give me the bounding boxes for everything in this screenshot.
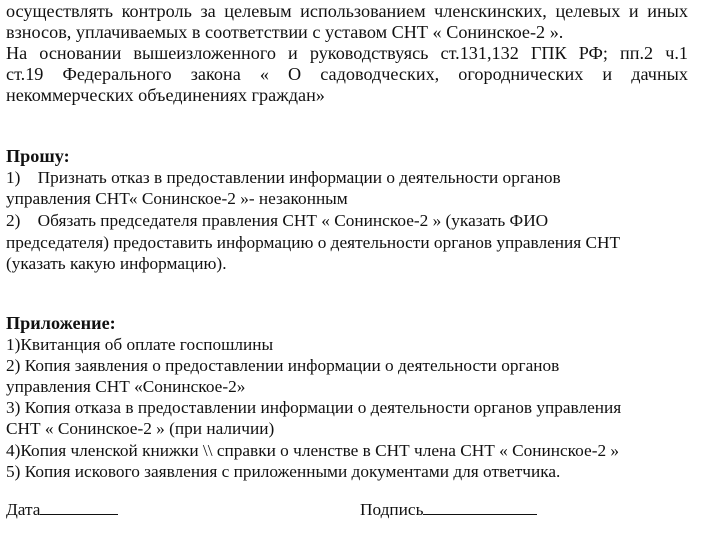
attachment-item: 5) Копия искового заявления с приложенными документами для ответчика. — [6, 462, 561, 481]
request-heading: Прошу: — [6, 146, 70, 166]
request-item: 2) Обязать председателя правления СНТ « Сонинское-2 » (указать ФИО — [6, 211, 549, 230]
signature-field — [360, 499, 537, 520]
intro-line: взносов, уплачиваемых в соответствии с уставом СНТ « Сонинское-2 ». — [6, 22, 564, 42]
intro-line: осуществлять контроль за целевым использованием членскинских, целевых и иных — [6, 1, 688, 21]
attachments-heading: Приложение: — [6, 313, 116, 333]
intro-line: На основании вышеизложенного и руководствуясь ст.131,132 ГПК РФ; пп.2 ч.1 — [6, 43, 688, 63]
attachment-item: 1)Квитанция об оплате госпошлины — [6, 335, 274, 354]
request-item: 1) Признать отказ в предоставлении информации о деятельности органов — [6, 168, 561, 187]
attachment-item: 2) Копия заявления о предоставлении информации о деятельности органов — [6, 356, 560, 375]
attachment-item: СНТ « Сонинское-2 » (при наличии) — [6, 419, 275, 438]
request-item: (указать какую информацию). — [6, 254, 227, 273]
date-label: Дата — [6, 500, 41, 519]
request-item: управления СНТ« Сонинское-2 »- незаконным — [6, 189, 348, 208]
date-field — [6, 499, 118, 520]
signature-label: Подпись — [360, 500, 424, 519]
date-blank-line — [40, 500, 118, 515]
attachment-item: управления СНТ «Сонинское-2» — [6, 377, 246, 396]
attachment-item: 4)Копия членской книжки \\ справки о членстве в СНТ члена СНТ « Сонинское-2 » — [6, 441, 620, 460]
intro-line: некоммерческих объединениях граждан» — [6, 85, 325, 105]
request-item: председателя) предоставить информацию о деятельности органов управления СНТ — [6, 233, 621, 252]
attachment-item: 3) Копия отказа в предоставлении информации о деятельности органов управления — [6, 398, 622, 417]
signature-blank-line — [423, 500, 537, 515]
intro-line: ст.19 Федерального закона « О садоводческих, огороднических и дачных — [6, 64, 688, 84]
